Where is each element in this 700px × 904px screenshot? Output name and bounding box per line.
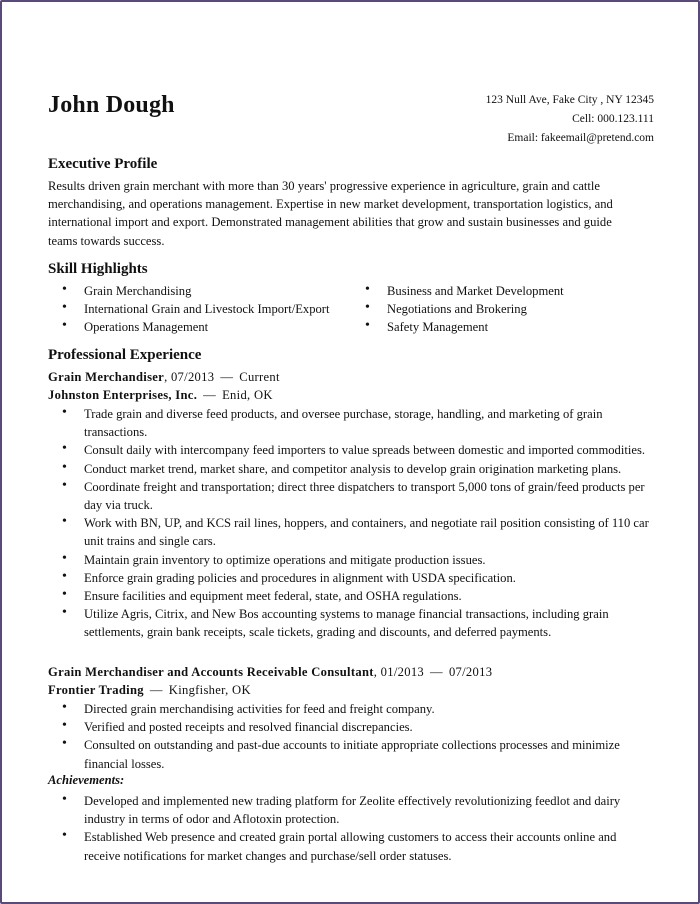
list-item: • Enforce grain grading policies and procedures in alignment with USDA specification. [84,569,654,587]
list-item: • Verified and posted receipts and resolved financial discrepancies. [84,718,654,736]
job2-location: Kingfisher, OK [168,683,251,697]
job2-title-line [48,664,492,681]
list-item: • Negotiations and Brokering [387,300,564,318]
list-item: • Utilize Agris, Citrix, and New Bos accounting systems to manage financial transactions, including grain settlements, grain bank receipts, scale tickets, grading and discounts, and deferred payments. [84,605,654,641]
achievements-list [84,792,654,865]
list-item: • International Grain and Livestock Import/Export [84,300,330,318]
list-item: • Business and Market Development [387,282,564,300]
skills-list-left [84,282,330,337]
job2-bullets [84,700,654,773]
list-item: • Safety Management [387,318,564,336]
list-item: • Maintain grain inventory to optimize operations and mitigate production issues. [84,551,654,569]
job1-company-line [48,387,273,404]
section-title-skills: Skill Highlights [48,261,148,277]
list-item: • Conduct market trend, market share, and competitor analysis to develop grain origination marketing plans. [84,460,654,478]
job1-start-date: , 07/2013 [164,370,215,384]
job1-dash: — [220,370,234,384]
section-title-experience: Professional Experience [48,347,202,363]
list-item: • Established Web presence and created grain portal allowing customers to access their accounts online and receive notifications for market changes and purchase/sell order statuses. [84,828,654,864]
job1-location: Enid, OK [222,388,273,402]
job2-dash: — [430,665,443,679]
section-title-profile: Executive Profile [48,156,158,172]
list-item: • Grain Merchandising [84,282,330,300]
job1-title-line [48,369,280,386]
job1-company: Johnston Enterprises, Inc. [48,388,198,402]
list-item: • Operations Management [84,318,330,336]
job2-start-date: , 01/2013 [373,665,425,679]
job2-end-date: 07/2013 [448,665,493,679]
contact-cell: Cell: 000.123.111 [572,113,654,125]
job1-bullets [84,405,654,642]
skills-list-right [387,282,564,337]
list-item: • Developed and implemented new trading platform for Zeolite effectively revolutionizing feedlot and dairy industry in terms of odor and Aflotoxin protection. [84,792,654,828]
list-item: • Trade grain and diverse feed products, and oversee purchase, storage, handling, and marketing of grain transactions. [84,405,654,441]
list-item: • Ensure facilities and equipment meet federal, state, and OSHA regulations. [84,587,654,605]
job1-end-date: Current [239,370,280,384]
list-item: • Consulted on outstanding and past-due accounts to initiate appropriate collections processes and minimize financial losses. [84,736,654,772]
list-item: • Coordinate freight and transportation; direct three dispatchers to transport 5,000 tons of grain/feed products per day via truck. [84,478,654,514]
job2-title: Grain Merchandiser and Accounts Receivable Consultant [48,665,374,679]
job2-company-dash: — [149,683,163,697]
job2-company: Frontier Trading [48,683,144,697]
candidate-name: John Dough [48,92,175,118]
job2-company-line [48,682,251,699]
list-item: • Work with BN, UP, and KCS rail lines, hoppers, and containers, and negotiate rail position consisting of 110 car unit trains and single cars. [84,514,654,550]
job1-title: Grain Merchandiser [48,370,165,384]
contact-block [486,91,654,148]
contact-address: 123 Null Ave, Fake City , NY 12345 [485,94,654,106]
achievements-label: Achievements: [48,773,125,787]
contact-email: Email: fakeemail@pretend.com [507,132,654,144]
list-item: • Directed grain merchandising activities for feed and freight company. [84,700,654,718]
list-item: • Consult daily with intercompany feed importers to value spreads between domestic and imported commodities. [84,441,654,459]
profile-text: Results driven grain merchant with more than 30 years' progressive experience in agriculture, grain and cattle merchandising, and operations management. Expertise in new market development, transportation logistics, and international import and export. Demonstrated management abilities that grow and sustain businesses and guide teams towards success. [48,179,613,248]
job1-company-dash: — [203,388,217,402]
